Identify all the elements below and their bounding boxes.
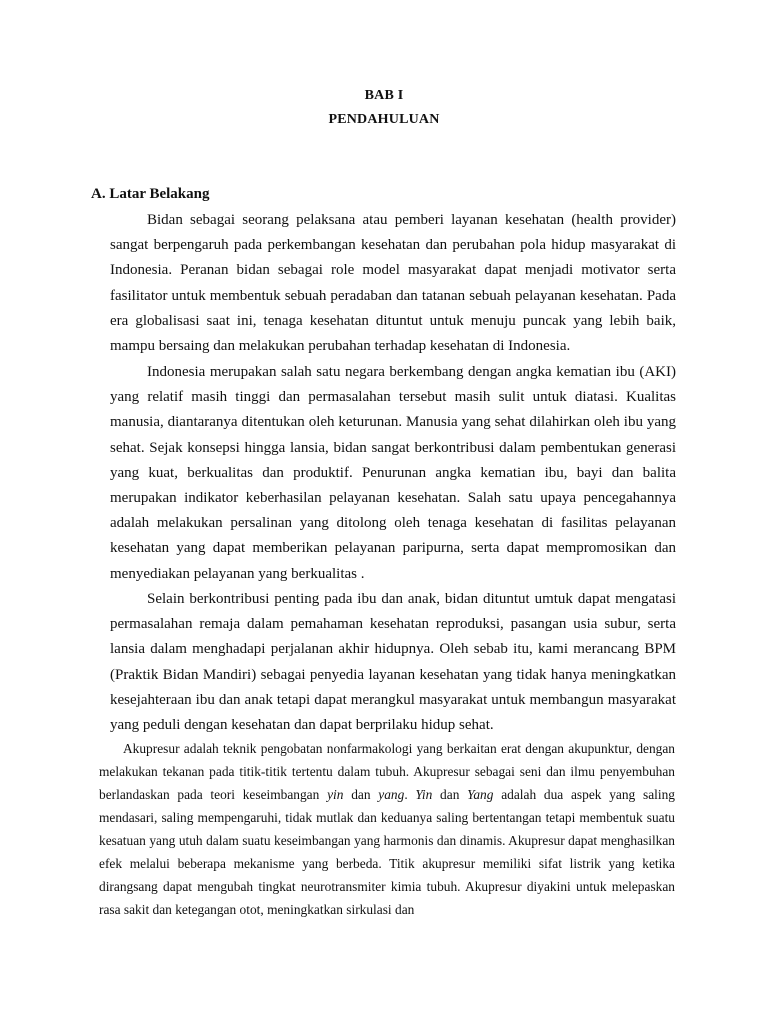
chapter-number: BAB I (364, 88, 404, 103)
paragraph-bidan-role: Bidan sebagai seorang pelaksana atau pemberi layanan kesehatan (health provider) sangat berpengaruh pada perkembangan kesehatan dan perubahan pola hidup masyarakat di Indonesia. Peranan bidan sebagai role model masyarakat dapat menjadi motivator serta fasilitator untuk membentuk sebuah peradaban dan tatanan sebuah pelayanan kesehatan. Pada era globalisasi saat ini, tenaga kesehatan dituntut untuk menuju puncak yang lebih baik, mampu bersaing dan melakukan perubahan terhadap kesehatan di Indonesia. (110, 212, 676, 355)
section-heading: A. Latar Belakang (91, 186, 210, 202)
term-yang: yang (378, 787, 405, 802)
paragraph-akupresur (99, 737, 675, 921)
akupresur-text-rest: adalah dua aspek yang saling mendasari, saling mempengaruhi, tidak mutlak dan keduanya saling bertentangan tetapi membentuk suatu kesatuan yang utuh dalam suatu keseimbangan yang harmonis dan dinamis. Akupresur dapat menghasilkan efek melalui beberapa mekanisme yang berbeda. Titik akupresur memiliki sifat listrik yang ketika dirangsang dapat mengubah tingkat neurotransmiter kimia tubuh. Akupresur diyakini untuk melepaskan rasa sakit dan ketegangan otot, meningkatkan sirkulasi dan (99, 787, 675, 917)
term-yang-capital: Yang (467, 787, 494, 802)
paragraph-bpm: Selain berkontribusi penting pada ibu dan anak, bidan dituntut umtuk dapat mengatasi permasalahan remaja dalam pemahaman kesehatan reproduksi, pasangan usia subur, serta lansia dalam menghadapi perjalanan akhir hidupnya. Oleh sebab itu, kami merancang BPM (Praktik Bidan Mandiri) sebagai penyedia layanan kesehatan yang tidak hanya meningkatkan kesejahteraan ibu dan anak tetapi dapat merangkul masyarakat untuk membangun masyarakat yang peduli dengan kesehatan dan dapat berprilaku hidup sehat. (110, 591, 676, 734)
term-yin-capital: Yin (415, 787, 433, 802)
paragraph-aki: Indonesia merupakan salah satu negara berkembang dengan angka kematian ibu (AKI) yang relatif masih tinggi dan permasalahan tersebut masih sulit untuk diatasi. Kualitas manusia, diantaranya ditentukan oleh keturunan. Manusia yang sehat dilahirkan oleh ibu yang sehat. Sejak konsepsi hingga lansia, bidan sangat berkontribusi dalam pembentukan generasi yang kuat, berkualitas dan produktif. Penurunan angka kematian ibu, bayi dan balita merupakan indikator keberhasilan pelayanan kesehatan. Salah satu upaya pencegahannya adalah melakukan persalinan yang ditolong oleh tenaga kesehatan di fasilitas pelayanan kesehatan yang dapat memberikan pelayanan paripurna, serta dapat mempromosikan dan menyediakan pelayanan yang berkualitas . (110, 364, 676, 582)
chapter-title: PENDAHULUAN (328, 112, 440, 127)
conj-dan-2: dan (432, 787, 468, 802)
akupresur-text-start: Akupresur adalah teknik pengobatan nonfarmakologi yang berkaitan erat dengan akupunktur, dengan melakukan tekanan pada titik-titik tertentu dalam tubuh. Akupresur sebagai seni dan ilmu penyembuhan berlandaskan pada teori keseimbangan (99, 741, 675, 802)
conj-dan-1: dan (343, 787, 379, 802)
sentence-separator: . (404, 787, 416, 802)
term-yin: yin (327, 787, 344, 802)
